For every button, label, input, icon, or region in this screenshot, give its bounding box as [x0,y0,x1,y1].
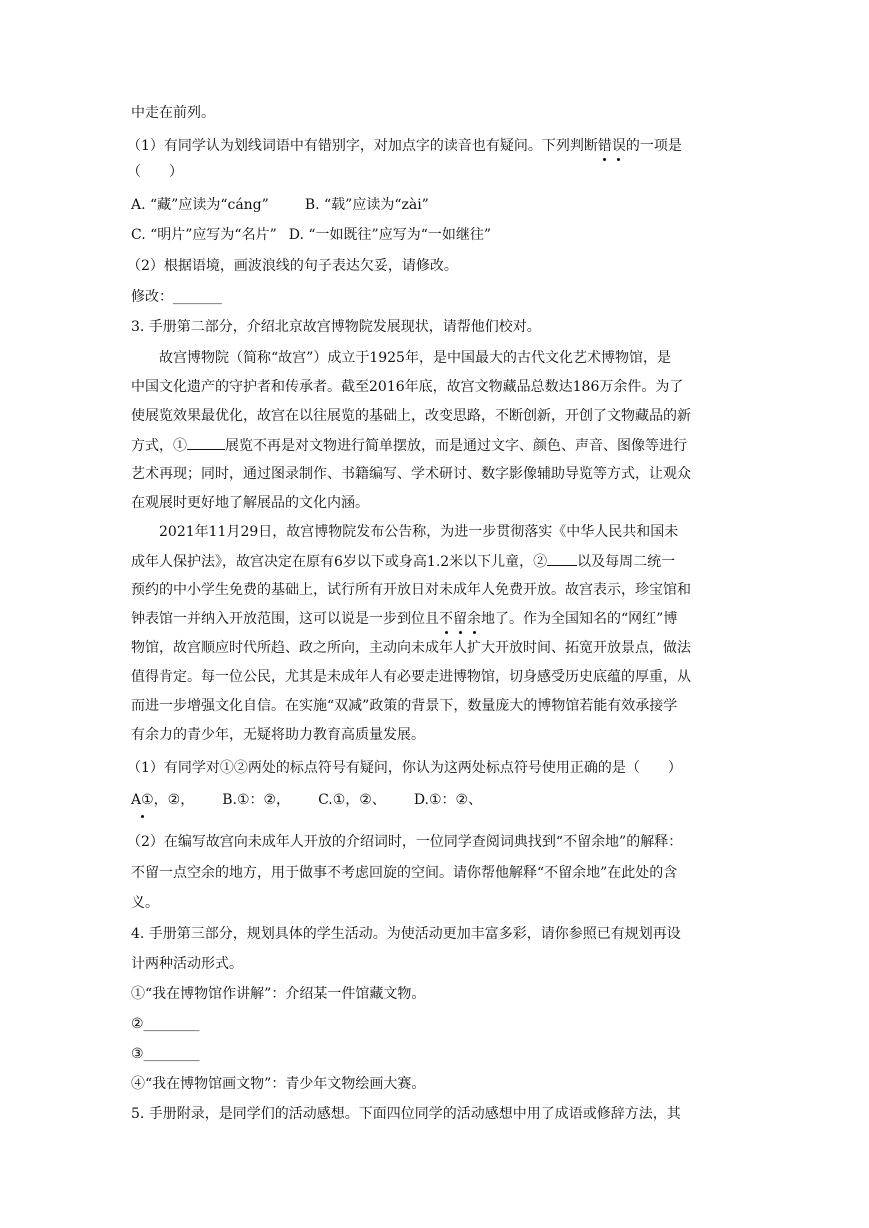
paragraph-1-line: 中国文化遗产的守护者和传承者。截至2016年底，故宫文物藏品总数达186万余件。为了 [131,379,684,395]
option-row [131,790,482,810]
option-b: B.①：②， [222,792,291,808]
emphasis-dot-char: 不 [439,611,453,627]
option-c: C.①，②、 [318,792,386,808]
activity-blank: ③________ [131,1046,200,1062]
activity-item: ①“我在博物馆作讲解”：介绍某一件馆藏文物。 [131,986,426,1002]
option-c: C. “明片”应写为“名片” [131,227,277,243]
paragraph-2-line: 2021年11月29日，故宫博物院发布公告称，为进一步贯彻落实《中华人民共和国未 [159,524,679,540]
emphasis-dot-char: 留 [453,611,467,627]
question-2-1: （1）有同学认为划线词语中有错别字，对加点字的读音也有疑问。下列判断错误的一项是 [127,138,682,154]
paragraph-2-line: 值得肯定。每一位公民，尤其是未成年人有必要走进博物馆，切身感受历史底蕴的厚重，从 [131,669,691,685]
paragraph-2-line: 物馆，故宫顺应时代所趋、政之所向，主动向未成年人扩大开放时间、拓宽开放景点，做法 [131,640,691,656]
option-d: D. “一如既往”应写为“一如继往” [288,227,492,243]
question-5-title: 5. 手册附录，是同学们的活动感想。下面四位同学的活动感想中用了成语或修辞方法，其 [131,1106,681,1122]
option-b: B. “载”应读为“zài” [304,197,429,213]
question-2-2: （2）根据语境，画波浪线的句子表达欠妥，请修改。 [127,258,458,274]
question-3-2: （2）在编写故宫向未成年人开放的介绍词时，一位同学查阅词典找到“不留余地”的解释： [127,834,683,850]
activity-blank: ②________ [131,1016,200,1032]
question-3-1: （1）有同学对①②两处的标点符号有疑问，你认为这两处标点符号使用正确的是（ ） [127,760,682,776]
paragraph-1-line: 使展览效果最优化，故宫在以往展览的基础上，改变思路，不断创新，开创了文物藏品的新 [131,408,691,424]
paragraph-2-line: 而进一步增强文化自信。在实施“双减”政策的背景下，数量庞大的博物馆若能有效承接学 [131,698,678,714]
option-a: A①，②， [131,792,195,808]
emphasis-dot-char: 余 [467,611,481,627]
paragraph-2-line: 预约的中小学生免费的基础上，试行所有开放日对未成年人免费开放。故宫表示，珍宝馆和 [131,582,691,598]
paragraph-2-line: 有余力的青少年，无疑将助力教育高质量发展。 [131,727,425,743]
paragraph-1-line: 故宫博物院（简称“故宫”）成立于1925年，是中国最大的古代文化艺术博物馆，是 [159,350,671,366]
text-line: 中走在前列。 [131,105,215,121]
text-line: 不留一点空余的地方，用于做事不考虑回旋的空间。请你帮他解释“不留余地”在此处的含 [131,865,678,881]
emphasis-dot-char: 错 [597,138,612,154]
blank-1 [187,435,225,450]
text-line: 计两种活动形式。 [131,956,243,972]
option-row [131,225,491,245]
blank-2 [547,551,577,566]
option-d: D.①：②、 [413,792,483,808]
emphasis-dot-char: 误 [611,138,626,154]
question-4-title: 4. 手册第三部分，规划具体的学生活动。为使活动更加丰富多彩，请你参照已有规划再设 [131,926,681,942]
option-row [131,195,429,215]
option-a: A. “藏”应读为“cáng” [131,197,269,213]
stray-dot [141,815,144,818]
paragraph-1-line: 艺术再现；同时，通过图录制作、书籍编写、学术研讨、数字影像辅助导览等方式，让观众 [131,466,691,482]
paragraph-1-line: 在观展时更好地了解展品的文化内涵。 [131,495,369,511]
paragraph-2-line: 成年人保护法》，故宫决定在原有6岁以下或身高1.2米以下儿童，② 以及每周二统一 [131,551,675,572]
revision-answer-line: 修改：_______ [131,289,222,305]
answer-parens: （ ） [127,164,183,180]
text-line: 义。 [131,895,159,911]
question-3-title: 3. 手册第二部分，介绍北京故宫博物院发展现状，请帮他们校对。 [131,319,541,335]
paragraph-1-line: 方式，① 展览不再是对文物进行简单摆放，而是通过文字、颜色、声音、图像等进行 [131,435,687,456]
activity-item: ④“我在博物馆画文物”：青少年文物绘画大赛。 [131,1076,426,1092]
paragraph-2-line: 钟表馆一并纳入开放范围，这可以说是一步到位且不留余地了。作为全国知名的“网红”博 [131,611,678,627]
